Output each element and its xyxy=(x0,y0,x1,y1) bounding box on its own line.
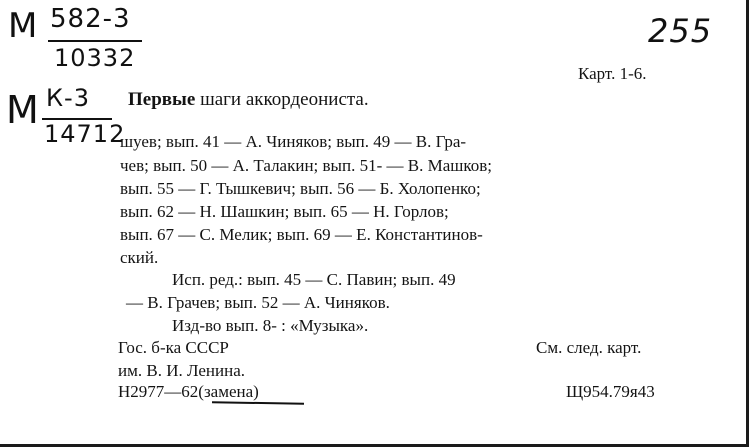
order-code: Н2977—62 xyxy=(118,382,199,401)
replacement-underline xyxy=(212,401,304,405)
performers-line: Исп. ред.: вып. 45 — С. Павин; вып. 49 xyxy=(172,270,456,289)
corner-handwritten-number: 255 xyxy=(648,12,713,50)
shelf-mark-bottom-subnumber: 14712 xyxy=(44,120,126,148)
shelf-mark-bottom-prefix: М xyxy=(6,88,40,132)
title-rest: шаги аккордеониста. xyxy=(200,89,369,110)
shelf-mark-top-prefix: М xyxy=(8,6,39,46)
body-line: чев; вып. 50 — А. Талакин; вып. 51- — В. Машков; xyxy=(120,156,492,175)
card-title xyxy=(128,89,369,111)
order-code-line xyxy=(118,382,259,402)
library-line: им. В. И. Ленина. xyxy=(118,361,246,380)
shelf-mark-bottom-number: К-3 xyxy=(46,84,90,112)
publisher-line: Изд-во вып. 8- : «Музыка». xyxy=(172,316,369,335)
body-line: вып. 62 — Н. Шашкин; вып. 65 — Н. Горлов; xyxy=(120,202,449,221)
shelf-mark-top-fraction-line xyxy=(48,40,142,42)
shelf-mark-top-subnumber: 10332 xyxy=(54,44,136,72)
classification-code: Щ954.79я43 xyxy=(566,382,655,401)
body-line: вып. 55 — Г. Тышкевич; вып. 56 — Б. Холопенко; xyxy=(120,179,481,198)
replacement-note: (замена) xyxy=(198,382,259,401)
library-line: Гос. б-ка СССР xyxy=(118,338,229,357)
body-line: шуев; вып. 41 — А. Чиняков; вып. 49 — В. Гра- xyxy=(120,132,467,151)
body-line: вып. 67 — С. Мелик; вып. 69 — Е. Константинов- xyxy=(120,225,483,244)
see-next-card: См. след. карт. xyxy=(536,338,642,357)
shelf-mark-top-number: 582-3 xyxy=(50,4,131,34)
title-bold-word: Первые xyxy=(128,89,196,110)
body-line: ский. xyxy=(120,248,159,267)
card-number: Карт. 1-6. xyxy=(578,64,647,83)
performers-line: — В. Грачев; вып. 52 — А. Чиняков. xyxy=(126,293,390,312)
